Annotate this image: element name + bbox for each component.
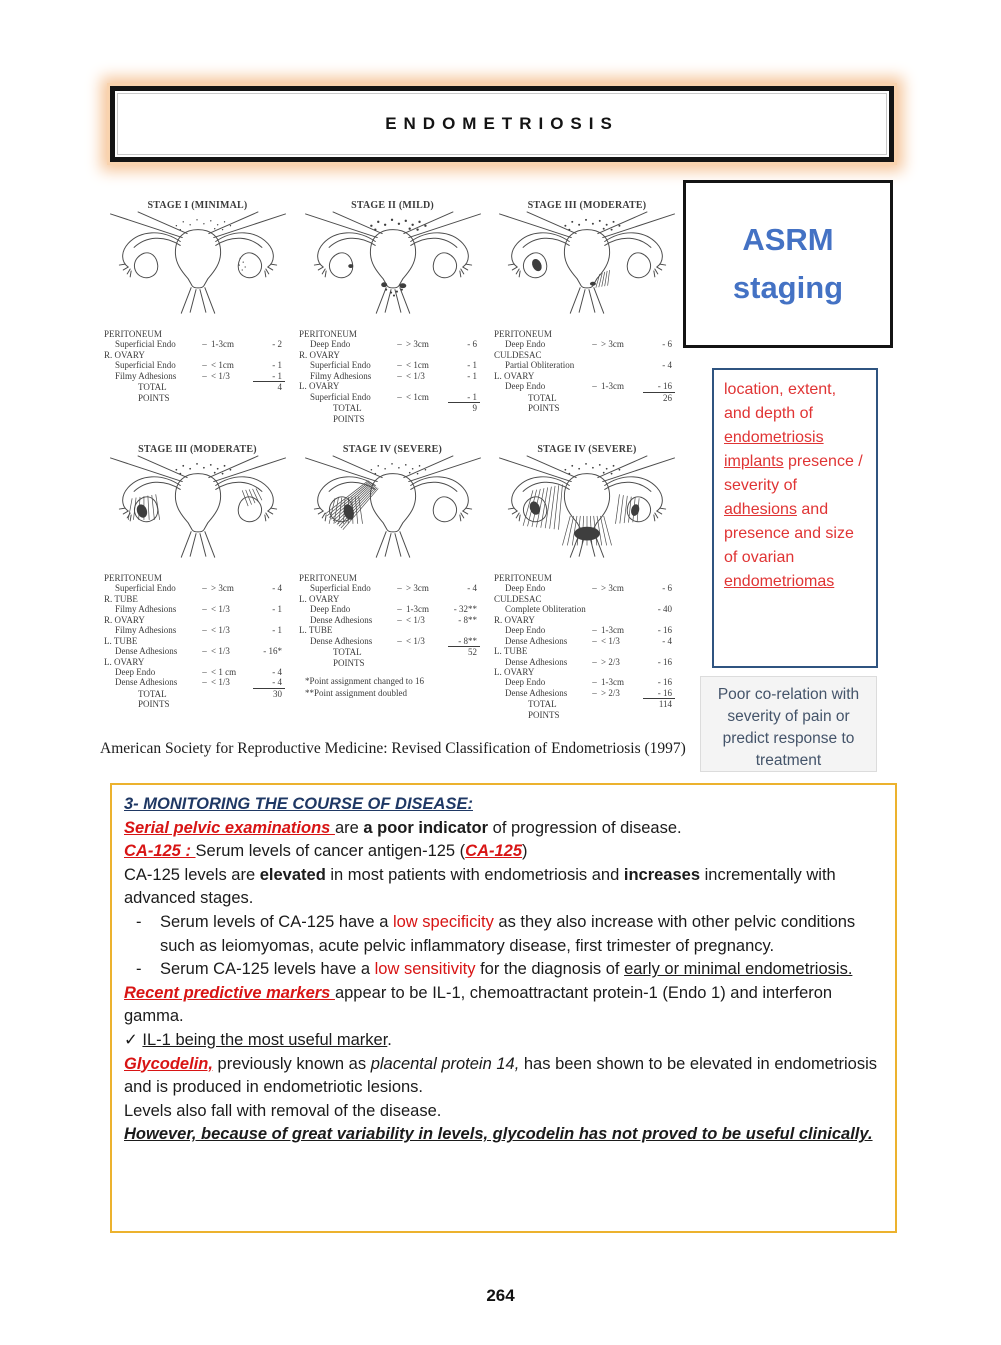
table-row: CULDESAC — [494, 593, 542, 604]
table-row — [494, 688, 684, 699]
table-cell: - 6 — [467, 339, 477, 350]
asrm-staging-box — [683, 180, 893, 348]
table-cell: - 4 — [467, 583, 477, 594]
table-row: L. OVARY — [494, 370, 535, 381]
table-row — [494, 381, 684, 392]
table-cell: – — [202, 677, 207, 688]
table-cell: TOTAL POINTS — [138, 688, 170, 710]
table-row — [299, 583, 490, 593]
table-row: L. TUBE — [104, 635, 138, 646]
table-cell: – — [592, 625, 597, 636]
table-cell: Superficial Endo — [310, 360, 371, 371]
stage-label: STAGE IV (SEVERE) — [537, 444, 637, 455]
table-cell: - 4 — [272, 666, 282, 677]
uterus-diagram — [493, 455, 681, 571]
text-segment: Serial pelvic examinations — [124, 818, 335, 837]
table-cell: > 3cm — [601, 339, 624, 350]
table-cell: Superficial Endo — [310, 391, 371, 402]
table-cell: 1-3cm — [601, 625, 624, 636]
table-row: R. OVARY — [494, 614, 535, 625]
asrm-classification-figure — [100, 198, 684, 720]
table-cell: < 1/3 — [211, 370, 230, 381]
table-row — [104, 583, 295, 593]
table-row — [299, 636, 490, 647]
table-cell: – — [202, 339, 207, 350]
table-cell: Deep Endo — [115, 666, 156, 677]
table-cell: < 1cm — [211, 360, 234, 371]
table-row — [494, 393, 684, 414]
text-segment: low sensitivity — [374, 960, 476, 979]
table-cell: < 1/3 — [211, 646, 230, 657]
table-cell: Deep Endo — [505, 583, 546, 594]
table-cell: Filmy Adhesions — [310, 370, 372, 381]
text-segment: and presence and size of ovarian — [724, 501, 854, 566]
table-cell: < 1cm — [406, 391, 429, 402]
table-cell: - 4 — [272, 583, 282, 594]
table-cell: < 1/3 — [601, 635, 620, 646]
table-cell: > 2/3 — [601, 656, 620, 667]
table-cell: TOTAL POINTS — [528, 392, 560, 414]
table-cell: - 8** — [448, 636, 480, 647]
table-cell: - 8** — [458, 614, 477, 625]
monitoring-line — [124, 817, 882, 841]
table-cell: – — [397, 635, 402, 646]
uterus-diagram — [299, 455, 487, 571]
table-row — [104, 667, 295, 677]
staging-criteria-note — [712, 368, 878, 668]
stage-cell — [490, 198, 684, 442]
uterus-diagram — [104, 455, 292, 571]
table-cell: TOTAL POINTS — [138, 382, 170, 403]
title-banner — [110, 86, 894, 162]
text-segment: However, because of great variability in levels, glycodelin has not proved to be useful clinically. — [124, 1125, 873, 1144]
text-segment: Serum levels of CA-125 have a — [160, 912, 393, 931]
monitoring-line — [124, 1100, 882, 1124]
monitoring-line — [124, 1029, 882, 1053]
stage-score-table — [494, 573, 684, 720]
table-cell: Deep Endo — [505, 625, 546, 636]
table-row: L. TUBE — [494, 646, 528, 657]
table-row: PERITONEUM — [494, 329, 552, 339]
table-row — [494, 360, 684, 370]
table-cell: – — [592, 656, 597, 667]
table-cell: > 3cm — [406, 583, 429, 594]
table-cell: Dense Adhesions — [505, 656, 568, 667]
table-cell: - 1 — [467, 360, 477, 371]
uterus-diagram — [104, 211, 292, 327]
table-row — [104, 382, 295, 403]
table-footnotes — [305, 676, 490, 699]
table-cell: – — [397, 339, 402, 350]
stage-score-table — [299, 573, 490, 668]
table-row — [104, 689, 295, 710]
table-cell: – — [592, 687, 597, 698]
table-cell: 1-3cm — [211, 339, 234, 350]
table-cell: < 1/3 — [406, 614, 425, 625]
table-cell: – — [397, 391, 402, 402]
table-cell: Deep Endo — [310, 339, 351, 350]
table-cell: > 3cm — [601, 583, 624, 594]
table-row — [104, 360, 295, 370]
table-cell: - 16 — [643, 688, 675, 699]
text-segment: location, extent, and depth of — [724, 381, 837, 422]
table-cell: Filmy Adhesions — [115, 370, 177, 381]
bullet-dash: - — [136, 912, 142, 931]
footnote: *Point assignment changed to 16 — [305, 675, 424, 686]
table-row: L. OVARY — [494, 666, 535, 677]
table-cell: Dense Adhesions — [115, 646, 178, 657]
monitoring-line — [124, 864, 882, 911]
table-cell: Dense Adhesions — [310, 635, 373, 646]
text-segment: ) — [522, 842, 528, 861]
stage-cell — [295, 442, 490, 720]
asrm-staging-line1: ASRM — [742, 221, 834, 257]
uterus-diagram — [299, 211, 487, 327]
text-segment: increases — [623, 865, 701, 884]
table-row: L. OVARY — [104, 656, 145, 667]
table-cell: - 40 — [657, 604, 672, 615]
table-row — [299, 647, 490, 668]
text-segment: has been shown to be elevated in endometriosis and is produced in endometriotic lesions. — [124, 1054, 878, 1097]
table-cell: Superficial Endo — [115, 360, 176, 371]
text-segment: previously known as — [212, 1054, 371, 1073]
stage-score-table — [494, 329, 684, 414]
text-segment: early or minimal endometriosis. — [624, 960, 853, 979]
table-cell: TOTAL POINTS — [528, 699, 560, 720]
text-segment: CA-125 — [465, 842, 523, 861]
text-segment: presence / severity of — [724, 453, 863, 494]
table-cell: - 16* — [263, 646, 282, 657]
table-row: L. OVARY — [299, 593, 340, 604]
table-cell: – — [592, 339, 597, 350]
stage-label: STAGE III (MODERATE) — [527, 200, 647, 211]
table-cell: - 4 — [662, 360, 672, 371]
table-cell: Dense Adhesions — [505, 687, 568, 698]
table-row — [104, 646, 295, 656]
table-cell: Superficial Endo — [310, 583, 371, 594]
text-segment: as they also increase with other pelvic conditions such as leiomyomas, acute pelvic inflammatory disease, first trimester of pregnancy. — [160, 912, 856, 955]
table-cell: Deep Endo — [310, 604, 351, 615]
table-cell: - 1 — [272, 604, 282, 615]
table-row: R. OVARY — [104, 614, 145, 625]
text-segment: elevated — [259, 865, 326, 884]
table-cell: – — [592, 381, 597, 392]
table-cell: - 6 — [662, 583, 672, 594]
text-segment: Serum CA-125 levels have a — [160, 960, 375, 979]
table-row — [494, 699, 684, 720]
table-cell: TOTAL POINTS — [333, 403, 365, 424]
table-cell: Filmy Adhesions — [115, 604, 177, 615]
monitoring-line — [124, 911, 882, 958]
table-row: PERITONEUM — [104, 573, 162, 583]
table-row: R. OVARY — [299, 349, 340, 360]
table-row — [494, 583, 684, 593]
table-cell: < 1/3 — [211, 677, 230, 688]
table-cell: - 1 — [253, 371, 285, 382]
table-cell: – — [202, 604, 207, 615]
stage-cell — [100, 198, 295, 442]
table-cell: – — [592, 583, 597, 594]
table-cell: < 1/3 — [406, 635, 425, 646]
table-row — [494, 657, 684, 667]
monitoring-line — [124, 1123, 882, 1147]
table-cell: > 2/3 — [601, 687, 620, 698]
title-banner-inner — [117, 93, 887, 155]
text-segment: appear to be IL-1, chemoattractant protein-1 (Endo 1) and interferon gamma. — [124, 983, 833, 1026]
table-cell: < 1cm — [406, 360, 429, 371]
table-cell: - 32** — [453, 604, 477, 615]
text-segment: a poor indicator — [363, 818, 489, 837]
text-segment: . — [387, 1030, 392, 1049]
text-segment: 3- MONITORING THE COURSE OF DISEASE: — [124, 795, 473, 813]
table-cell: - 2 — [272, 339, 282, 350]
figure-caption: American Society for Reproductive Medicine: Revised Classification of Endometriosis (1997) — [100, 740, 686, 757]
table-cell: Filmy Adhesions — [115, 625, 177, 636]
table-cell: – — [397, 360, 402, 371]
table-cell: Dense Adhesions — [310, 614, 373, 625]
table-cell: – — [202, 646, 207, 657]
stage-label: STAGE II (MILD) — [351, 200, 434, 211]
table-cell: – — [397, 370, 402, 381]
table-cell: - 16 — [657, 656, 672, 667]
table-row — [104, 371, 295, 382]
table-cell: – — [592, 635, 597, 646]
monitoring-line — [124, 958, 882, 982]
table-row: R. TUBE — [104, 593, 138, 604]
table-cell: Partial Obliteration — [505, 360, 575, 371]
table-row — [494, 677, 684, 687]
text-segment: placental protein 14, — [370, 1054, 520, 1073]
text-segment: adhesions — [724, 501, 797, 518]
table-row — [494, 625, 684, 635]
correlation-note: Poor co-relation with severity of pain or predict response to treatment — [700, 676, 877, 772]
table-row: L. OVARY — [299, 381, 340, 392]
monitoring-line — [124, 840, 882, 864]
table-row — [299, 371, 490, 381]
table-cell: - 1 — [272, 625, 282, 636]
table-cell: – — [592, 677, 597, 688]
table-cell: - 16 — [643, 381, 675, 392]
table-row — [104, 677, 295, 688]
table-cell: - 6 — [662, 339, 672, 350]
table-row: R. OVARY — [104, 349, 145, 360]
stage-cell — [295, 198, 490, 442]
table-row: L. TUBE — [299, 625, 333, 636]
table-row — [104, 604, 295, 614]
table-cell: - 1 — [272, 360, 282, 371]
bullet-dash: - — [136, 960, 142, 979]
table-row: PERITONEUM — [104, 329, 162, 339]
stage-grid — [100, 198, 684, 720]
table-cell: Dense Adhesions — [505, 635, 568, 646]
text-segment: endometriosis implants — [724, 429, 824, 470]
table-cell: - 4 — [253, 677, 285, 688]
text-segment: of progression of disease. — [488, 818, 682, 837]
table-row: PERITONEUM — [299, 329, 357, 339]
stage-label: STAGE I (MINIMAL) — [147, 200, 248, 211]
stage-score-table — [299, 329, 490, 424]
stage-label: STAGE III (MODERATE) — [138, 444, 257, 455]
table-row — [494, 636, 684, 646]
table-cell: – — [202, 625, 207, 636]
stage-cell — [100, 442, 295, 720]
table-cell: 52 — [468, 647, 477, 658]
table-row: PERITONEUM — [494, 573, 552, 583]
text-segment: Serum levels of cancer antigen-125 ( — [195, 842, 466, 861]
table-row: PERITONEUM — [299, 573, 357, 583]
text-segment: Glycodelin, — [124, 1054, 213, 1073]
table-row — [299, 604, 490, 614]
text-segment: incrementally with advanced stages. — [124, 865, 836, 908]
table-row — [104, 339, 295, 349]
table-row: CULDESAC — [494, 349, 542, 360]
table-cell: - 16 — [657, 625, 672, 636]
table-row — [104, 625, 295, 635]
table-cell: < 1/3 — [211, 625, 230, 636]
table-cell: 1-3cm — [601, 381, 624, 392]
table-cell: 26 — [663, 392, 672, 403]
stage-cell — [490, 442, 684, 720]
table-cell: - 1 — [448, 392, 480, 403]
table-cell: - 16 — [657, 677, 672, 688]
table-cell: Superficial Endo — [115, 583, 176, 594]
table-row — [299, 403, 490, 424]
table-cell: – — [397, 614, 402, 625]
table-cell: – — [397, 583, 402, 594]
asrm-staging-line2: staging — [732, 270, 844, 305]
text-segment: in most patients with endometriosis and — [325, 865, 624, 884]
monitoring-line — [124, 793, 882, 817]
table-cell: 30 — [273, 688, 282, 699]
text-segment: IL-1 being the most useful marker — [142, 1030, 388, 1049]
table-cell: – — [202, 583, 207, 594]
table-cell: > 3cm — [211, 583, 234, 594]
table-cell: 114 — [658, 699, 672, 710]
table-cell: < 1/3 — [211, 604, 230, 615]
table-cell: 9 — [472, 403, 477, 414]
text-segment: Recent predictive markers — [124, 983, 335, 1002]
footnote: **Point assignment doubled — [305, 687, 407, 698]
table-cell: – — [202, 666, 207, 677]
table-cell: Superficial Endo — [115, 339, 176, 350]
table-cell: – — [397, 604, 402, 615]
table-row — [494, 339, 684, 349]
table-cell: TOTAL POINTS — [333, 647, 365, 668]
table-cell: 4 — [277, 382, 282, 393]
stage-label: STAGE IV (SEVERE) — [342, 444, 443, 455]
table-cell: < 1 cm — [211, 666, 237, 677]
table-cell: - 1 — [467, 370, 477, 381]
uterus-diagram — [493, 211, 681, 327]
table-cell: Complete Obliteration — [505, 604, 586, 615]
table-cell: Deep Endo — [505, 381, 546, 392]
table-cell: 1-3cm — [601, 677, 624, 688]
stage-score-table — [104, 573, 295, 710]
text-segment: CA-125 levels are — [124, 865, 260, 884]
monitoring-line — [124, 982, 882, 1029]
table-cell: > 3cm — [406, 339, 429, 350]
monitoring-section — [110, 783, 897, 1233]
table-cell: < 1/3 — [406, 370, 425, 381]
table-cell: - 4 — [662, 635, 672, 646]
text-segment: Levels also fall with removal of the disease. — [124, 1101, 442, 1120]
table-row — [299, 392, 490, 403]
text-segment: low specificity — [392, 912, 494, 931]
table-row — [299, 360, 490, 370]
table-cell: Deep Endo — [505, 339, 546, 350]
text-segment: endometriomas — [724, 573, 835, 590]
text-segment: CA-125 : — [124, 842, 196, 861]
text-segment: are — [334, 818, 364, 837]
table-cell: 1-3cm — [406, 604, 429, 615]
page-title: ENDOMETRIOSIS — [385, 114, 619, 133]
table-row — [299, 615, 490, 625]
table-cell: – — [202, 370, 207, 381]
text-segment: for the diagnosis of — [475, 960, 625, 979]
text-segment: ✓ — [124, 1030, 143, 1049]
monitoring-line — [124, 1053, 882, 1100]
table-cell: Dense Adhesions — [115, 677, 178, 688]
stage-score-table — [104, 329, 295, 403]
page-number: 264 — [486, 1286, 515, 1305]
table-row — [299, 339, 490, 349]
table-cell: Deep Endo — [505, 677, 546, 688]
table-cell: – — [202, 360, 207, 371]
table-row — [494, 604, 684, 614]
